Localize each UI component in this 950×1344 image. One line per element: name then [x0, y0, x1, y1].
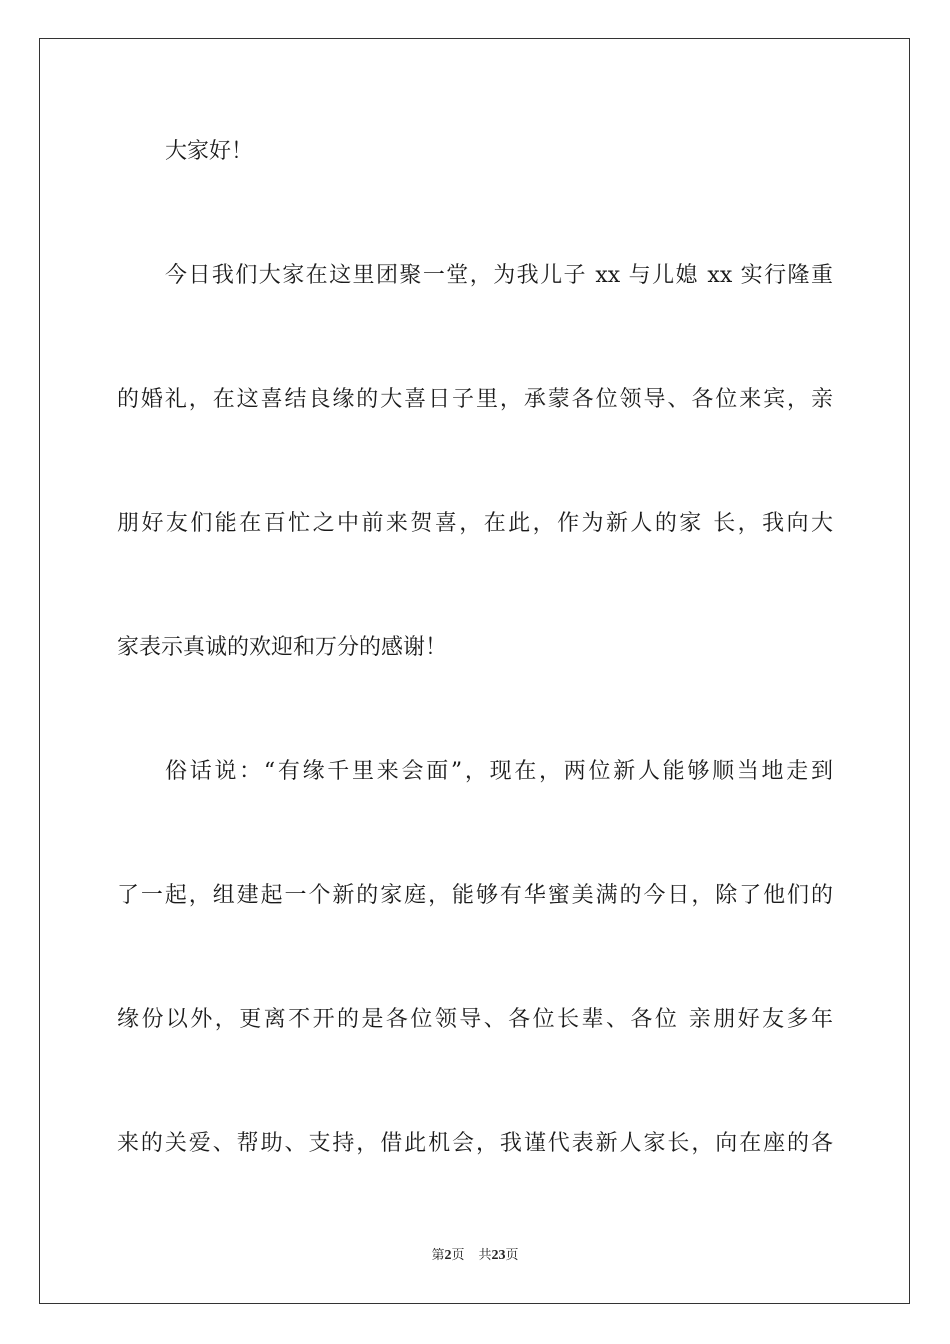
page-border	[39, 38, 910, 1304]
footer-total-suffix: 页	[505, 1248, 519, 1263]
footer-page-prefix: 第	[431, 1248, 445, 1263]
greeting-line: 大家好！	[165, 139, 254, 164]
paragraph-2-line-4: 来的关爱、帮助、支持，借此机会，我谨代表新人家长，向在座的各	[117, 1131, 833, 1156]
paragraph-2-line-3: 缘份以外，更离不开的是各位领导、各位长辈、各位 亲朋好友多年	[117, 1007, 833, 1032]
footer-page-number: 2	[444, 1248, 452, 1263]
paragraph-2-line-1: 俗话说：“有缘千里来会面”，现在，两位新人能够顺当地走到	[165, 759, 833, 784]
paragraph-1-line-4: 家表示真诚的欢迎和万分的感谢！	[117, 635, 448, 660]
page-footer	[0, 1247, 950, 1265]
footer-page-suffix: 页	[451, 1248, 465, 1263]
paragraph-1-line-3: 朋好友们能在百忙之中前来贺喜，在此，作为新人的家 长，我向大	[117, 511, 833, 536]
paragraph-1-line-2: 的婚礼，在这喜结良缘的大喜日子里，承蒙各位领导、各位来宾，亲	[117, 387, 833, 412]
paragraph-1-line-1: 今日我们大家在这里团聚一堂，为我儿子 xx 与儿媳 xx 实行隆重	[165, 263, 833, 288]
footer-total-pages: 23	[491, 1248, 506, 1263]
paragraph-2-line-2: 了一起，组建起一个新的家庭，能够有华蜜美满的今日，除了他们的	[117, 883, 833, 908]
footer-total-prefix: 共	[478, 1248, 492, 1263]
